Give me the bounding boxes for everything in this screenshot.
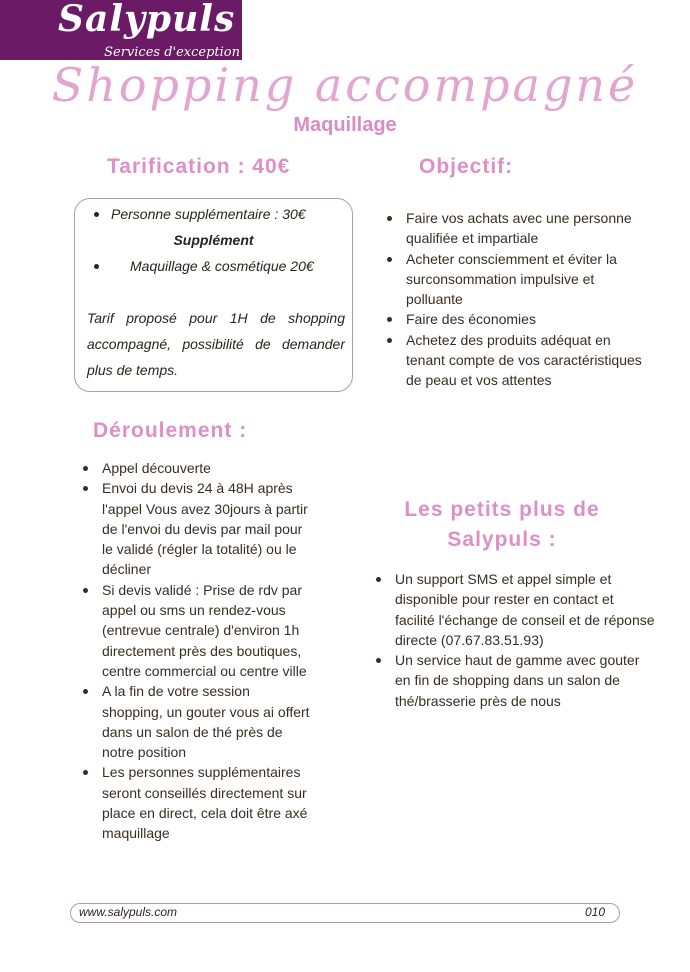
footer-bar — [70, 903, 620, 923]
tarification-note: Tarif proposé pour 1H de shopping accompagné, possibilité de demander plus de temps. — [87, 310, 345, 378]
list-item: Faire vos achats avec une personne qualifiée et impartiale — [384, 208, 642, 249]
list-item: Un service haut de gamme avec gouter en fin de shopping dans un salon de thé/brasserie près de nous — [373, 650, 655, 711]
petits-plus-heading-line1: Les petits plus de — [404, 498, 600, 521]
deroulement-heading: Déroulement : — [93, 419, 248, 442]
page-subtitle: Maquillage — [293, 114, 397, 136]
deroulement-list — [80, 458, 312, 844]
supplement-item: Maquillage & cosmétique 20€ — [130, 258, 314, 274]
petits-plus-list — [373, 569, 655, 711]
extra-person-price: Personne supplémentaire : 30€ — [111, 206, 306, 222]
supplement-label: Supplément — [173, 232, 254, 248]
tarification-box — [74, 198, 353, 392]
tarification-heading: Tarification : 40€ — [107, 155, 291, 178]
list-item: Un support SMS et appel simple et disponible pour rester en contact et facilité l'échange de conseil et de réponse directe (07.67.83.51.93) — [373, 569, 655, 650]
list-item: Faire des économies — [384, 309, 642, 329]
brand-name: Salypuls — [58, 0, 236, 40]
list-item: Achetez des produits adéquat en tenant compte de vos caractéristiques de peau et vos attentes — [384, 330, 642, 391]
list-item: Acheter consciemment et éviter la surconsommation impulsive et polluante — [384, 249, 642, 310]
objectif-heading: Objectif: — [419, 155, 514, 178]
list-item: Si devis validé : Prise de rdv par appel ou sms un rendez-vous (entrevue centrale) d'environ 1h directement près des boutiques, centre commercial ou centre ville — [80, 580, 312, 681]
page-number: 010 — [584, 905, 605, 919]
page-title: Shopping accompagné — [51, 58, 639, 112]
bullet-icon — [94, 212, 99, 217]
list-item: Envoi du devis 24 à 48H après l'appel Vous avez 30jours à partir de l'envoi du devis par mail pour le validé (régler la totalité) ou le décliner — [80, 478, 312, 579]
list-item: A la fin de votre session shopping, un gouter vous ai offert dans un salon de thé près de notre position — [80, 681, 312, 762]
bullet-icon — [94, 264, 99, 269]
objectif-list — [384, 208, 642, 391]
petits-plus-heading-line2: Salypuls : — [447, 528, 557, 551]
brand-logo — [0, 0, 242, 60]
brand-tagline: Services d'exception — [104, 45, 240, 60]
list-item: Les personnes supplémentaires seront conseillés directement sur place en direct, cela doit être axé maquillage — [80, 762, 312, 843]
list-item: Appel découverte — [80, 458, 312, 478]
website-link[interactable]: www.salypuls.com — [79, 905, 178, 919]
